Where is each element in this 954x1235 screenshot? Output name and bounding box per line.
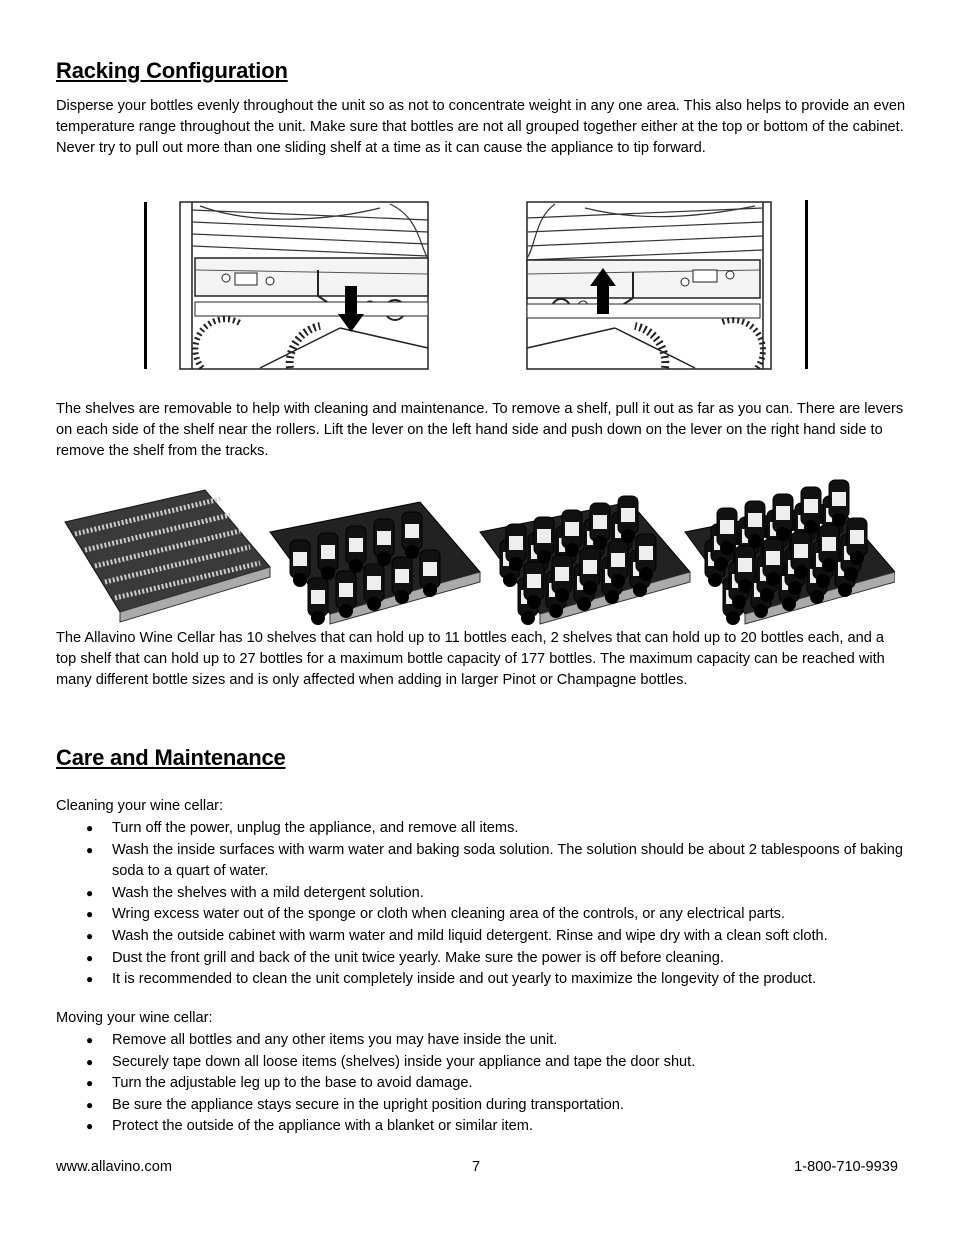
capacity-paragraph: The Allavino Wine Cellar has 10 shelves that can hold up to 11 bottles each, 2 shelves that can hold up to 20 bottles each, and a top shelf that can hold up to 27 bottles for a maximum bottle capacity of 177 bottles. The maximum capacity can be reached with many different bottle sizes and is only affected when adding in larger Pinot or Champagne bottles. [56, 630, 885, 688]
list-item [56, 948, 916, 970]
bullet-icon: ● [86, 1097, 94, 1112]
footer-website: www.allavino.com [56, 1159, 172, 1175]
list-item [56, 1052, 916, 1074]
list-item [56, 1073, 916, 1095]
footer-page-number: 7 [472, 1159, 481, 1175]
racking-heading: Racking Configuration [56, 58, 288, 83]
list-item [56, 1030, 916, 1052]
footer-phone: 1-800-710-9939 [794, 1159, 898, 1175]
racking-intro-paragraph: Disperse your bottles evenly throughout the unit so as not to concentrate weight in any one area. This also helps to provide an even temperature range throughout the unit. Make sure that bottles are not all grouped together either at the top or bottom of the cabinet. Never try to pull out more than one sliding shelf at a time as it can cause the appliance to tip forward. [56, 98, 906, 156]
list-item-text: Turn the adjustable leg up to the base to avoid damage. [112, 1075, 473, 1092]
moving-label: Moving your wine cellar: [56, 1010, 213, 1026]
bullet-icon: ● [86, 907, 94, 922]
list-item [56, 883, 916, 905]
list-item [56, 840, 916, 883]
cleaning-label: Cleaning your wine cellar: [56, 798, 224, 814]
bullet-icon: ● [86, 885, 94, 900]
list-item-text: Wash the outside cabinet with warm water and mild liquid detergent. Rinse and wipe dry with a clean soft cloth. [112, 927, 828, 944]
two-layer-shelf-image [270, 502, 480, 625]
four-layer-shelf-image [685, 480, 895, 625]
list-item-text: Wash the shelves with a mild detergent solution. [112, 884, 424, 901]
list-item [56, 1116, 916, 1138]
list-item [56, 904, 916, 926]
bullet-icon: ● [86, 950, 94, 965]
list-item [56, 818, 916, 840]
list-item-text: Remove all bottles and any other items you may have inside the unit. [112, 1032, 558, 1048]
list-item-text: Securely tape down all loose items (shelves) inside your appliance and tape the door shut. [112, 1053, 696, 1070]
three-layer-shelf-image [480, 496, 690, 625]
cleaning-list [56, 818, 916, 991]
bullet-icon: ● [86, 1076, 94, 1091]
list-item-text: Wash the inside surfaces with warm water and baking soda solution. The solution should be about 2 tablespoons of baking soda to a quart of water. [112, 841, 903, 880]
bullet-icon: ● [86, 1054, 94, 1069]
list-item-text: It is recommended to clean the unit completely inside and out yearly to maximize the longevity of the product. [112, 971, 817, 988]
right-lever-illustration [525, 198, 815, 373]
list-item-text: Turn off the power, unplug the appliance, and remove all items. [112, 820, 519, 836]
list-item-text: Be sure the appliance stays secure in the upright position during transportation. [112, 1096, 624, 1113]
bullet-icon: ● [86, 821, 94, 835]
bullet-icon: ● [86, 1119, 94, 1134]
moving-list [56, 1030, 916, 1138]
list-item [56, 1095, 916, 1117]
list-item [56, 926, 916, 948]
bullet-icon: ● [86, 842, 94, 857]
list-item-text: Dust the front grill and back of the unit twice yearly. Make sure the power is off before cleaning. [112, 949, 724, 966]
list-item-text: Wring excess water out of the sponge or cloth when cleaning area of the controls, or any electrical parts. [112, 906, 786, 923]
care-heading: Care and Maintenance [56, 745, 286, 770]
left-lever-illustration [140, 198, 430, 373]
bullet-icon: ● [86, 928, 94, 943]
list-item [56, 969, 916, 991]
bullet-icon: ● [86, 1033, 94, 1047]
shelf-configurations-illustration [60, 462, 895, 632]
shelf-removal-paragraph: The shelves are removable to help with cleaning and maintenance. To remove a shelf, pull it out as far as you can. There are levers on each side of the shelf near the rollers. Lift the lever on the left hand side and push down on the lever on the right hand side to remove the shelf from the tracks. [56, 401, 904, 459]
bullet-icon: ● [86, 972, 94, 987]
empty-shelf-image [65, 490, 270, 622]
list-item-text: Protect the outside of the appliance with a blanket or similar item. [112, 1118, 534, 1135]
